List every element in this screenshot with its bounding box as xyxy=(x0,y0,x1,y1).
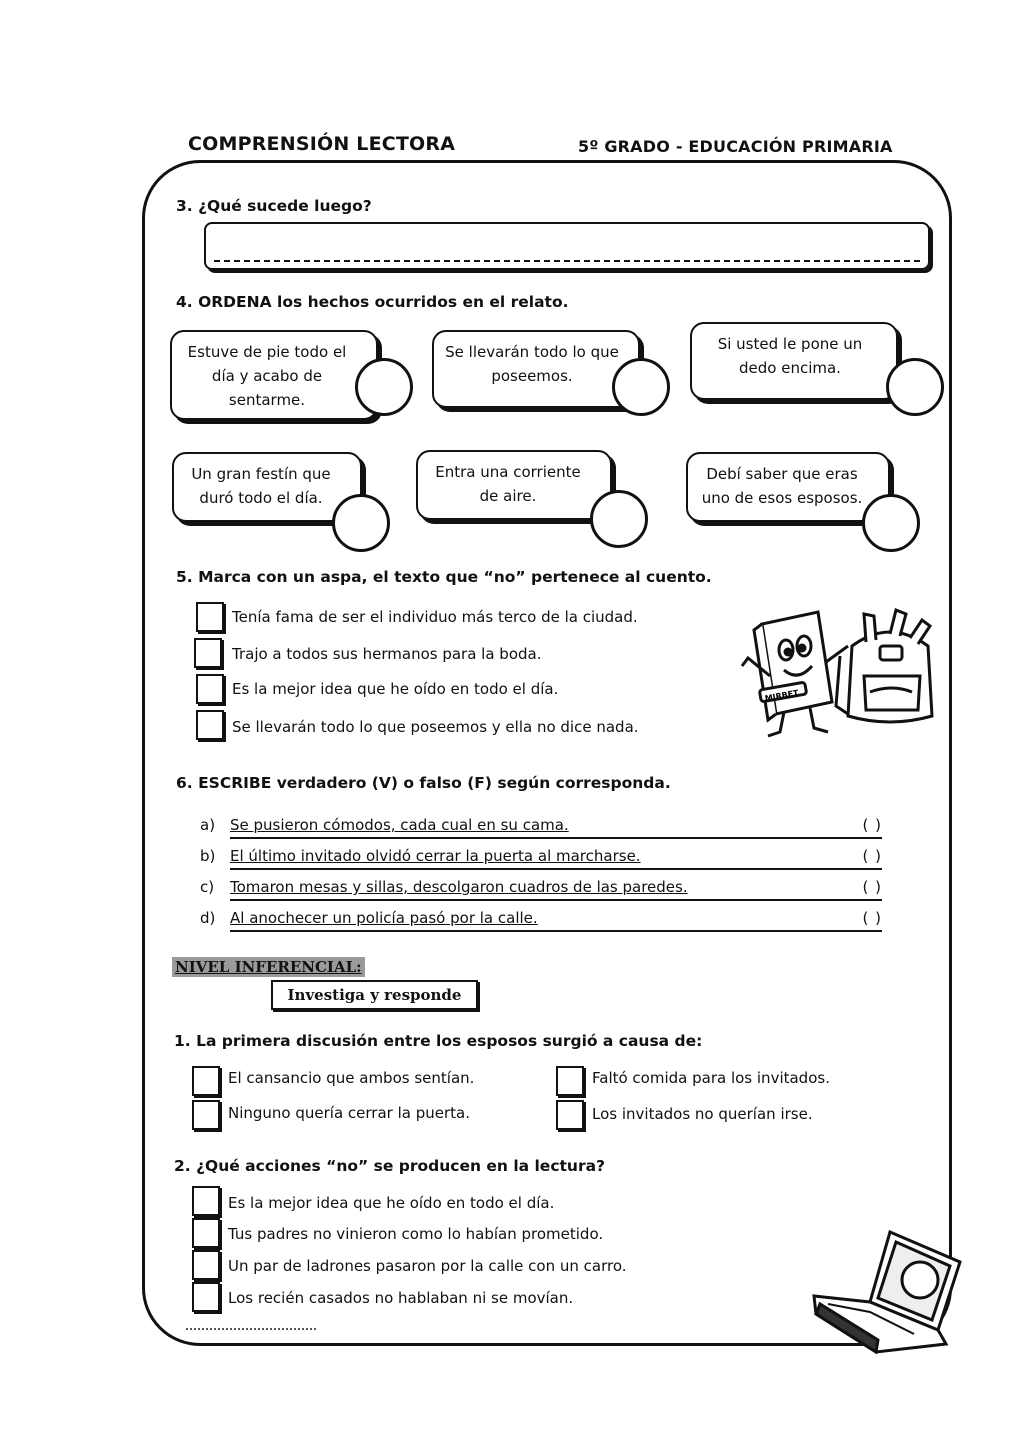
book-illustration xyxy=(810,1222,966,1360)
inf1-checkbox-1[interactable] xyxy=(192,1066,220,1096)
inf2-option-3: Un par de ladrones pasaron por la calle con un carro. xyxy=(228,1257,627,1275)
q3-answer-line xyxy=(214,260,920,262)
inf1-option-2: Ninguno quería cerrar la puerta. xyxy=(228,1104,470,1122)
q5-checkbox-2[interactable] xyxy=(194,638,222,668)
q6-item-letter: b) xyxy=(200,847,216,865)
q6-item-line xyxy=(230,868,882,870)
q3-label: 3. ¿Qué sucede luego? xyxy=(176,197,372,215)
q6-item-a xyxy=(200,816,882,842)
q4-bubble-3: Si usted le pone un dedo encima. xyxy=(690,322,898,400)
q6-item-text: Al anochecer un policía pasó por la calle. xyxy=(230,909,538,927)
q6-item-letter: d) xyxy=(200,909,216,927)
inf2-checkbox-2[interactable] xyxy=(192,1218,220,1248)
q4-bubble-4: Un gran festín que duró todo el día. xyxy=(172,452,362,522)
inf1-checkbox-4[interactable] xyxy=(556,1100,584,1130)
q6-item-letter: c) xyxy=(200,878,215,896)
footer-line xyxy=(186,1328,316,1330)
q6-answer-blank[interactable]: ( ) xyxy=(862,816,882,834)
q4-bubble-6: Debí saber que eras uno de esos esposos. xyxy=(686,452,890,522)
q5-label: 5. Marca con un aspa, el texto que “no” pertenece al cuento. xyxy=(176,568,712,586)
q6-label: 6. ESCRIBE verdadero (V) o falso (F) según corresponda. xyxy=(176,774,671,792)
q6-item-line xyxy=(230,930,882,932)
inf1-label: 1. La primera discusión entre los esposos surgió a causa de: xyxy=(174,1032,703,1050)
inf1-checkbox-2[interactable] xyxy=(192,1100,220,1130)
nivel-inferencial-title: NIVEL INFERENCIAL: xyxy=(172,957,365,977)
q6-item-line xyxy=(230,899,882,901)
q6-item-text: Se pusieron cómodos, cada cual en su cama. xyxy=(230,816,569,834)
inf1-checkbox-3[interactable] xyxy=(556,1066,584,1096)
q6-item-d xyxy=(200,909,882,935)
inf2-option-1: Es la mejor idea que he oído en todo el día. xyxy=(228,1194,555,1212)
inf1-option-1: El cansancio que ambos sentían. xyxy=(228,1069,475,1087)
inf1-option-3: Faltó comida para los invitados. xyxy=(592,1069,830,1087)
q5-option-2: Trajo a todos sus hermanos para la boda. xyxy=(232,645,542,663)
inf2-checkbox-3[interactable] xyxy=(192,1250,220,1280)
inf2-option-4: Los recién casados no hablaban ni se movían. xyxy=(228,1289,574,1307)
q6-answer-blank[interactable]: ( ) xyxy=(862,878,882,896)
q4-order-circle-5[interactable] xyxy=(590,490,648,548)
mascot-text: MIRBET xyxy=(764,688,800,704)
q5-checkbox-3[interactable] xyxy=(196,674,224,704)
q4-order-circle-2[interactable] xyxy=(612,358,670,416)
header-left-title: COMPRENSIÓN LECTORA xyxy=(188,133,456,155)
inf2-label: 2. ¿Qué acciones “no” se producen en la lectura? xyxy=(174,1157,606,1175)
q3-answer-box[interactable] xyxy=(204,222,930,270)
q6-item-c xyxy=(200,878,882,904)
q4-order-circle-1[interactable] xyxy=(355,358,413,416)
inf1-option-4: Los invitados no querían irse. xyxy=(592,1105,813,1123)
q4-bubble-2: Se llevarán todo lo que poseemos. xyxy=(432,330,640,408)
q4-order-circle-6[interactable] xyxy=(862,494,920,552)
book-mascot-illustration xyxy=(740,606,940,746)
inf2-option-2: Tus padres no vinieron como lo habían prometido. xyxy=(228,1225,604,1243)
q5-checkbox-1[interactable] xyxy=(196,602,224,632)
header-right-title: 5º GRADO - EDUCACIÓN PRIMARIA xyxy=(578,137,893,156)
investiga-responde-box: Investiga y responde xyxy=(271,980,478,1010)
q4-order-circle-4[interactable] xyxy=(332,494,390,552)
q6-item-text: Tomaron mesas y sillas, descolgaron cuadros de las paredes. xyxy=(230,878,688,896)
q4-bubble-1: Estuve de pie todo el día y acabo de sentarme. xyxy=(170,330,378,420)
q6-answer-blank[interactable]: ( ) xyxy=(862,847,882,865)
inf2-checkbox-1[interactable] xyxy=(192,1186,220,1216)
q6-answer-blank[interactable]: ( ) xyxy=(862,909,882,927)
q4-bubble-5: Entra una corriente de aire. xyxy=(416,450,612,520)
q5-option-3: Es la mejor idea que he oído en todo el día. xyxy=(232,680,559,698)
q5-checkbox-4[interactable] xyxy=(196,710,224,740)
q5-option-1: Tenía fama de ser el individuo más terco de la ciudad. xyxy=(232,608,638,626)
q4-order-circle-3[interactable] xyxy=(886,358,944,416)
q6-item-text: El último invitado olvidó cerrar la puerta al marcharse. xyxy=(230,847,641,865)
inf2-checkbox-4[interactable] xyxy=(192,1282,220,1312)
q6-item-b xyxy=(200,847,882,873)
q4-label: 4. ORDENA los hechos ocurridos en el relato. xyxy=(176,293,569,311)
q6-item-line xyxy=(230,837,882,839)
q5-option-4: Se llevarán todo lo que poseemos y ella no dice nada. xyxy=(232,718,639,736)
q6-item-letter: a) xyxy=(200,816,216,834)
